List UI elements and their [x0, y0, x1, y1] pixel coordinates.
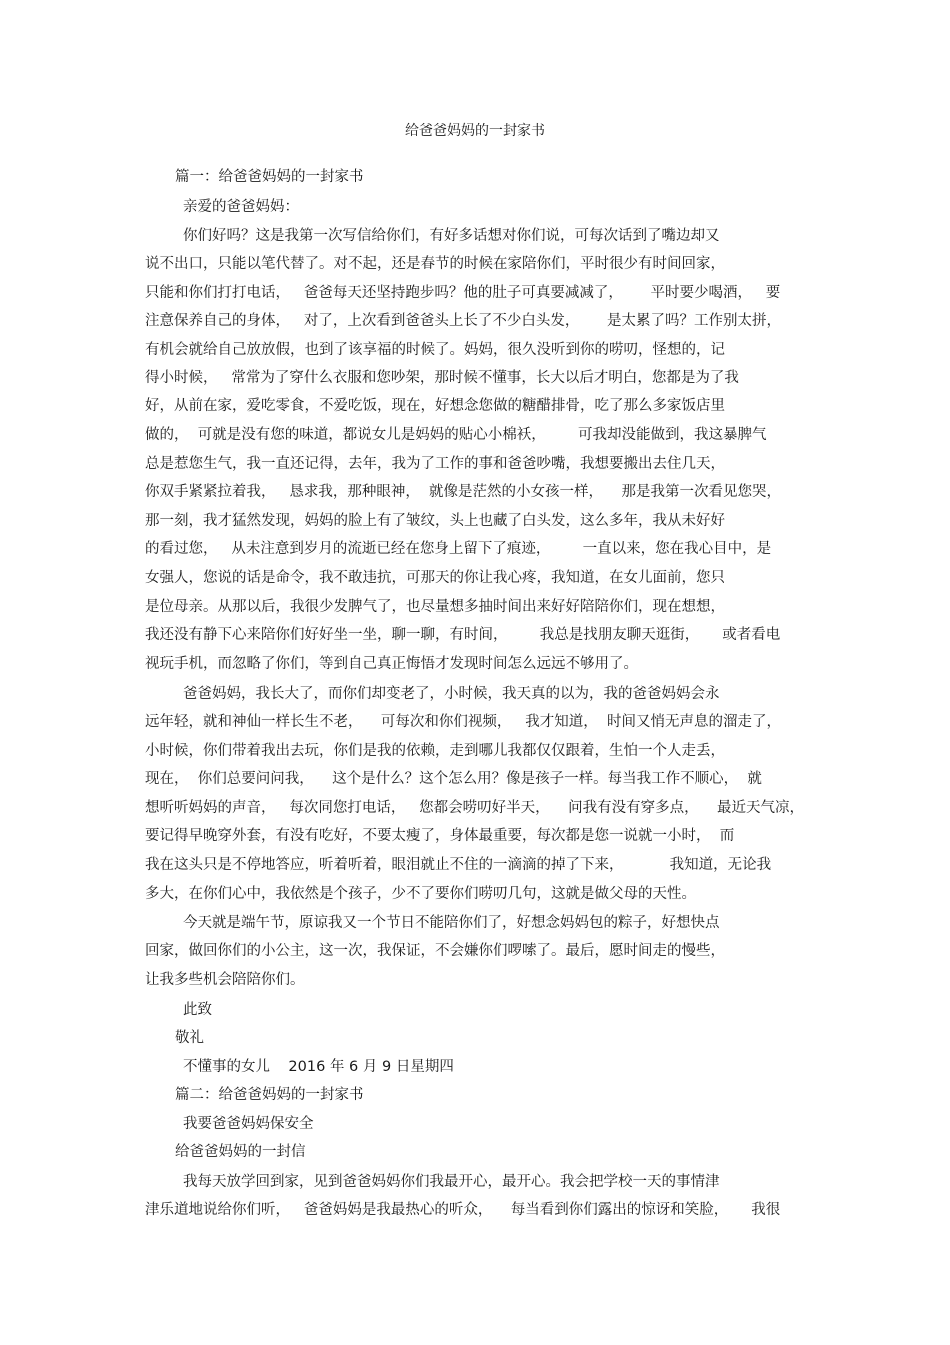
- body-line: 我在这头只是不停地答应，听着听着，眼泪就止不住的一滴滴的掉了下来， 我知道，无论我: [145, 857, 772, 873]
- subheading: 给爸爸妈妈的一封信: [175, 1144, 306, 1160]
- section-heading: 篇二：给爸爸妈妈的一封家书: [175, 1087, 364, 1103]
- body-line: 让我多些机会陪陪你们。: [145, 972, 305, 988]
- body-line: 想听听妈妈的声音， 每次同您打电话， 您都会唠叨好半天， 问我有没有穿多点， 最近天气凉，: [145, 800, 805, 816]
- body-line: 好，从前在家，爱吃零食，不爱吃饭，现在，好想念您做的糖醋排骨，吃了那么多家饭店里: [145, 398, 725, 414]
- closing-regards: 敬礼: [175, 1030, 204, 1046]
- document-title: 给爸爸妈妈的一封家书: [405, 123, 545, 139]
- body-line: 注意保养自己的身体， 对了，上次看到爸爸头上长了不少白头发， 是太累了吗？工作别太拼，: [145, 313, 781, 329]
- body-line: 小时候，你们带着我出去玩，你们是我的依赖，走到哪儿我都仅仅跟着，生怕一个人走丢，: [145, 743, 725, 759]
- subheading: 我要爸爸妈妈保安全: [183, 1116, 314, 1132]
- body-line: 视玩手机，而忽略了你们，等到自己真正悔悟才发现时间怎么远远不够用了。: [145, 656, 638, 672]
- body-line: 得小时候， 常常为了穿什么衣服和您吵架，那时候不懂事，长大以后才明白，您都是为了我: [145, 370, 739, 386]
- body-line: 有机会就给自己放放假，也到了该享福的时候了。妈妈，很久没听到你的唠叨，怪想的，记: [145, 342, 725, 358]
- body-line: 的看过您， 从未注意到岁月的流逝已经在您身上留下了痕迹， 一直以来，您在我心目中，是: [145, 541, 772, 557]
- body-line: 现在， 你们总要问问我， 这个是什么？这个怎么用？像是孩子一样。每当我工作不顺心， 就: [145, 771, 762, 787]
- body-line: 只能和你们打打电话， 爸爸每天还坚持跑步吗？他的肚子可真要减减了， 平时要少喝酒， 要: [145, 285, 781, 301]
- body-line: 女强人，您说的话是命令，我不敢违抗，可那天的你让我心疼，我知道，在女儿面前，您只: [145, 570, 725, 586]
- body-line: 你们好吗？这是我第一次写信给你们，有好多话想对你们说，可每次话到了嘴边却又: [183, 228, 720, 244]
- body-line: 我每天放学回到家，见到爸爸妈妈你们我最开心，最开心。我会把学校一天的事情津: [183, 1174, 720, 1190]
- body-line: 回家，做回你们的小公主，这一次，我保证，不会嫌你们啰嗦了。最后，愿时间走的慢些，: [145, 943, 725, 959]
- body-line: 津乐道地说给你们听， 爸爸妈妈是我最热心的听众， 每当看到你们露出的惊讶和笑脸， 我很: [145, 1202, 781, 1218]
- body-line: 今天就是端午节，原谅我又一个节日不能陪你们了，好想念妈妈包的粽子，好想快点: [183, 915, 720, 931]
- body-line: 远年轻，就和神仙一样长生不老， 可每次和你们视频， 我才知道， 时间又悄无声息的溜走了，: [145, 714, 781, 730]
- body-line: 总是惹您生气，我一直还记得，去年，我为了工作的事和爸爸吵嘴，我想要搬出去住几天，: [145, 456, 725, 472]
- body-line: 那一刻，我才猛然发现，妈妈的脸上有了皱纹，头上也藏了白头发，这么多年，我从未好好: [145, 513, 725, 529]
- body-line: 说不出口，只能以笔代替了。对不起，还是春节的时候在家陪你们，平时很少有时间回家，: [145, 256, 725, 272]
- signature-date: 不懂事的女儿 2016 年 6 月 9 日星期四: [183, 1059, 454, 1075]
- body-line: 多大，在你们心中，我依然是个孩子，少不了要你们唠叨几句，这就是做父母的天性。: [145, 886, 696, 902]
- body-line: 要记得早晚穿外套，有没有吃好，不要太瘦了，身体最重要，每次都是您一说就一小时， 而: [145, 828, 735, 844]
- salutation: 亲爱的爸爸妈妈：: [183, 199, 299, 215]
- body-line: 你双手紧紧拉着我， 恳求我，那种眼神， 就像是茫然的小女孩一样， 那是我第一次看见您哭，: [145, 484, 781, 500]
- body-line: 做的， 可就是没有您的味道，都说女儿是妈妈的贴心小棉袄， 可我却没能做到，我这暴脾气: [145, 427, 767, 443]
- closing-line: 此致: [183, 1002, 212, 1018]
- body-line: 是位母亲。从那以后，我很少发脾气了，也尽量想多抽时间出来好好陪陪你们，现在想想，: [145, 599, 725, 615]
- body-line: 爸爸妈妈，我长大了，而你们却变老了，小时候，我天真的以为，我的爸爸妈妈会永: [183, 686, 720, 702]
- body-line: 我还没有静下心来陪你们好好坐一坐，聊一聊，有时间， 我总是找朋友聊天逛街， 或者看电: [145, 627, 781, 643]
- section-heading: 篇一：给爸爸妈妈的一封家书: [175, 169, 364, 185]
